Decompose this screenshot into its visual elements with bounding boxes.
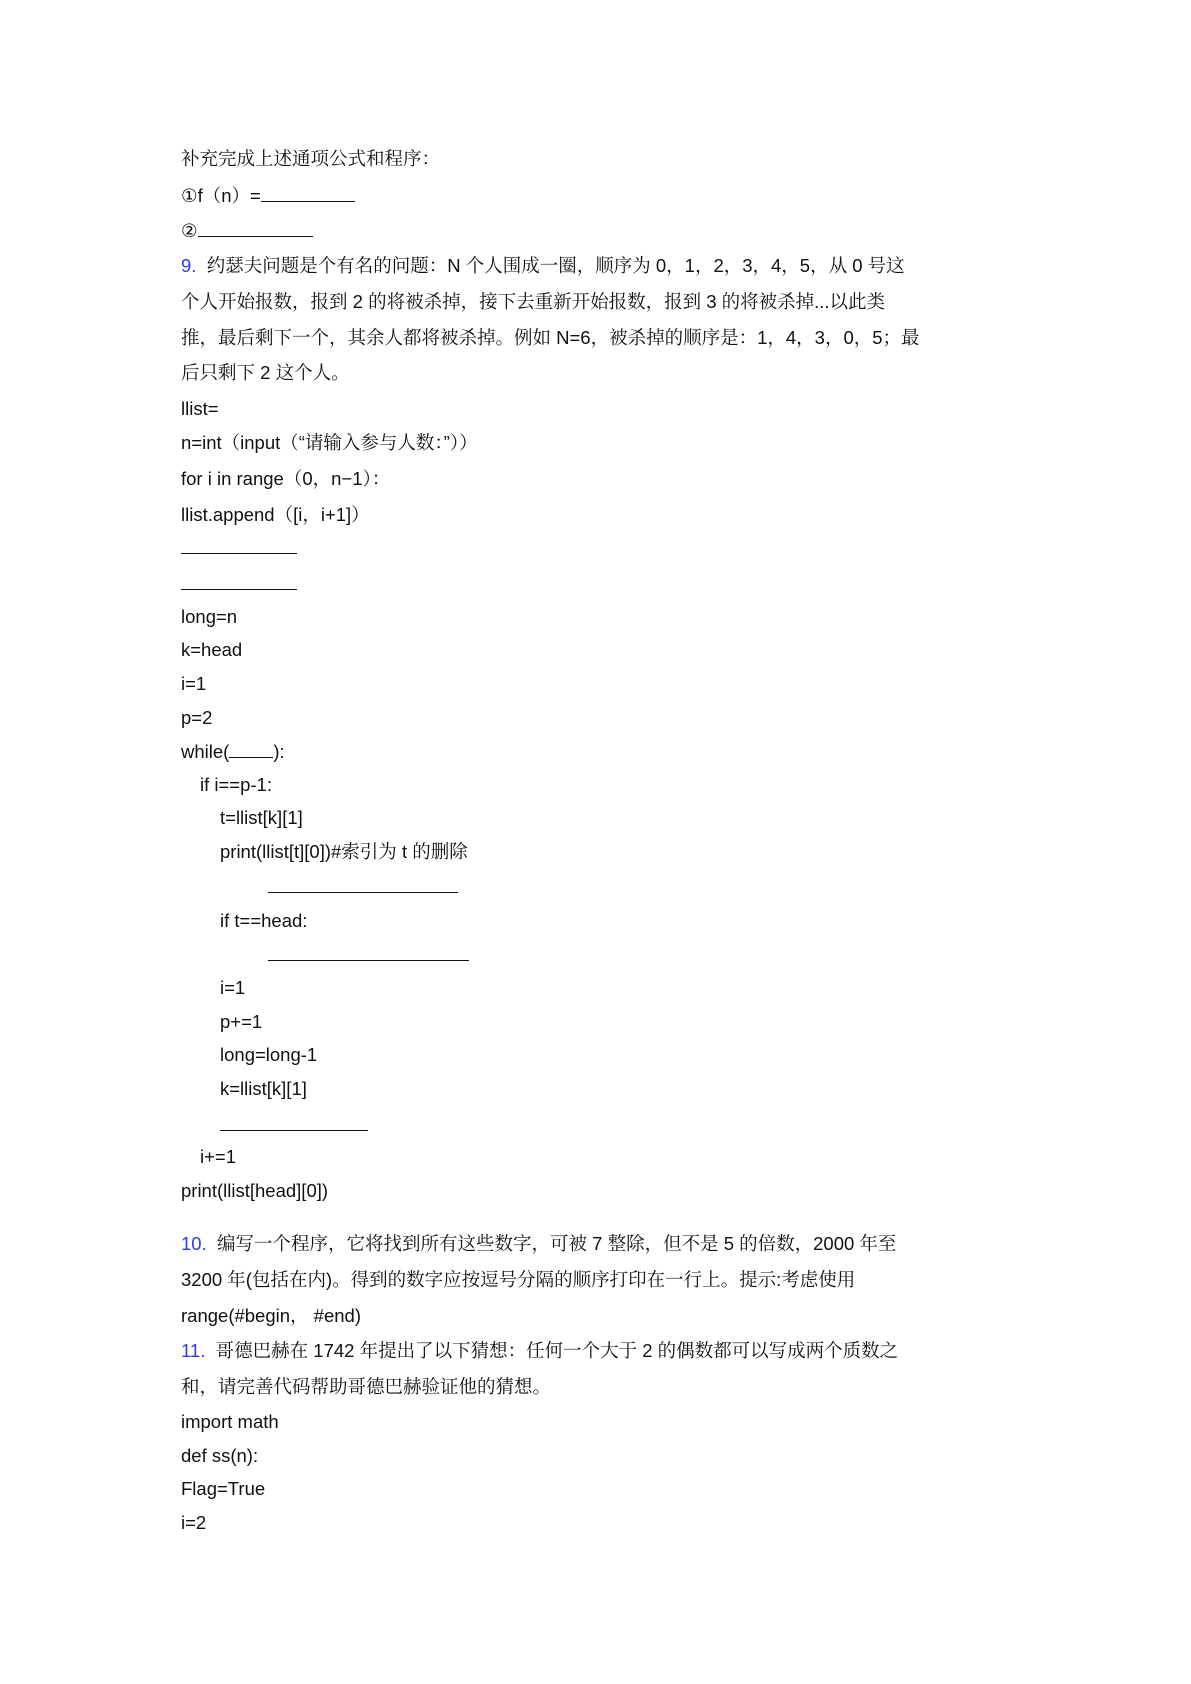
code-line: k=head: [181, 639, 243, 660]
q9-line-2: 个人开始报数，报到 2 的将被杀掉，接下去重新开始报数，报到 3 的将被杀掉...以此类: [181, 291, 886, 312]
q8-blank-2-label: ②: [181, 220, 198, 241]
code-blank[interactable]: [181, 571, 297, 596]
code-line: if t==head:: [220, 910, 308, 931]
code-line: print(llist[t][0])#索引为 t 的删除: [220, 841, 468, 862]
code-line: p=2: [181, 707, 213, 728]
q8-blank-1: [181, 183, 355, 208]
answer-blank[interactable]: [261, 183, 355, 202]
code-blank[interactable]: [229, 739, 273, 758]
q8-blank-1-label: ①f（n）=: [181, 185, 261, 206]
code-line: print(llist[head][0]): [181, 1180, 329, 1201]
q8-blank-2: [181, 218, 313, 243]
code-line: i=1: [220, 977, 246, 998]
code-line: if i==p-1:: [200, 774, 272, 795]
code-line: k=llist[k][1]: [220, 1078, 307, 1099]
code-blank[interactable]: [268, 942, 469, 967]
code-line: long=long-1: [220, 1044, 318, 1065]
code-line: i=1: [181, 673, 207, 694]
code-line: i=2: [181, 1512, 207, 1533]
code-line: Flag=True: [181, 1478, 266, 1499]
q9-line-3: 推，最后剩下一个，其余人都将被杀掉。例如 N=6，被杀掉的顺序是：1，4，3，0，5；最: [181, 327, 920, 348]
q10-line-2: 3200 年(包括在内)。得到的数字应按逗号分隔的顺序打印在一行上。提示:考虑使用: [181, 1269, 856, 1290]
q11-text: 哥德巴赫在 1742 年提出了以下猜想：任何一个大于 2 的偶数都可以写成两个质数之: [215, 1340, 899, 1361]
code-blank[interactable]: [181, 535, 297, 560]
code-blank[interactable]: [220, 1112, 368, 1137]
q9-text: 约瑟夫问题是个有名的问题：N 个人围成一圈，顺序为 0，1，2，3，4，5，从 0 号这: [206, 255, 905, 276]
while-keyword: while(: [181, 741, 230, 762]
code-line: long=n: [181, 606, 238, 627]
code-line: for i in range（0，n−1）：: [181, 468, 391, 489]
code-line: p+=1: [220, 1011, 263, 1032]
code-blank[interactable]: [268, 874, 458, 899]
q11-line-1: [181, 1339, 898, 1363]
q9-line-1: [181, 254, 905, 278]
code-line: llist.append（[i，i+1]）: [181, 504, 370, 525]
q10-line-3: range(#begin， #end): [181, 1305, 361, 1326]
q10-line-1: [181, 1232, 896, 1256]
while-close: ):: [273, 741, 285, 762]
code-line: t=llist[k][1]: [220, 807, 303, 828]
intro-text: 补充完成上述通项公式和程序：: [181, 148, 441, 169]
q9-line-4: 后只剩下 2 这个人。: [181, 362, 350, 383]
question-number: 11.: [181, 1340, 206, 1361]
question-number: 10.: [181, 1233, 207, 1254]
q11-line-2: 和，请完善代码帮助哥德巴赫验证他的猜想。: [181, 1376, 552, 1397]
q10-text: 编写一个程序，它将找到所有这些数字，可被 7 整除，但不是 5 的倍数，2000 年至: [217, 1233, 897, 1254]
code-line: import math: [181, 1411, 279, 1432]
code-line: def ss(n):: [181, 1445, 259, 1466]
question-number: 9.: [181, 255, 197, 276]
answer-blank[interactable]: [198, 218, 313, 237]
code-line: llist=: [181, 398, 219, 419]
code-line: n=int（input（“请输入参与人数：”））: [181, 432, 478, 453]
code-line: i+=1: [200, 1146, 237, 1167]
code-line-while: [181, 739, 285, 764]
